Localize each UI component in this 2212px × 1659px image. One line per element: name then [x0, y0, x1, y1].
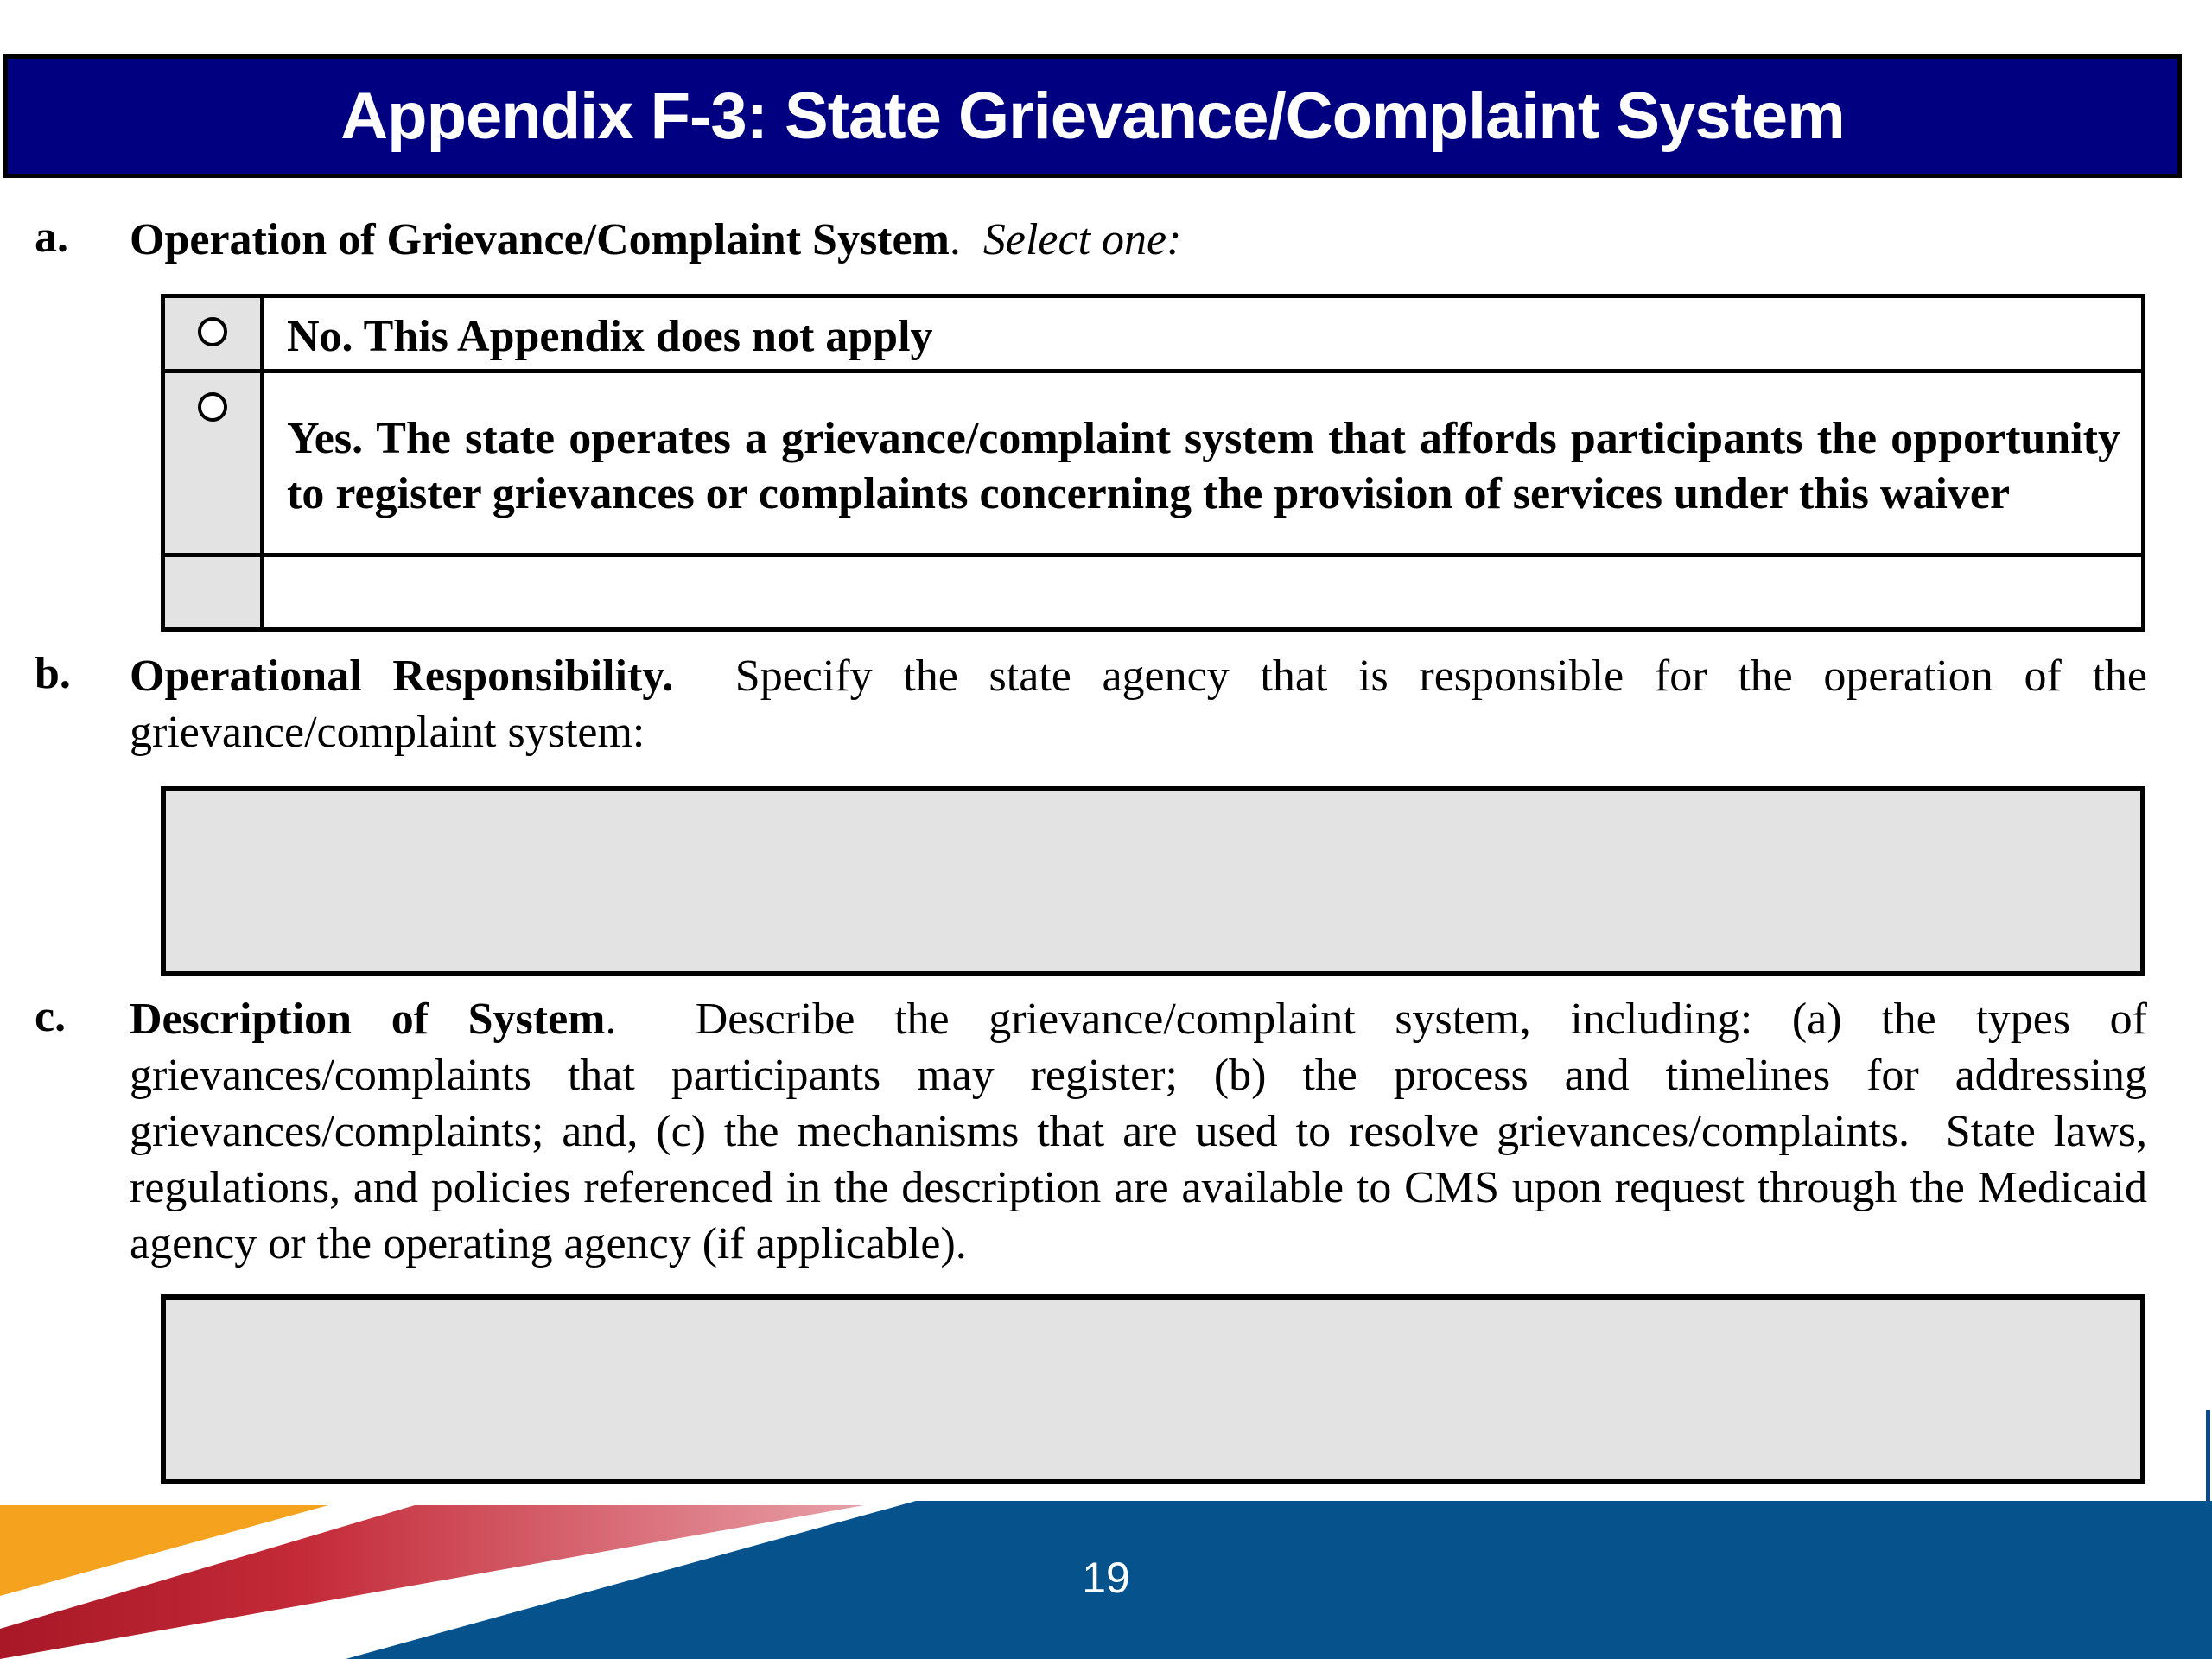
section-b-text	[130, 648, 2158, 760]
description-input-field[interactable]	[161, 1294, 2145, 1484]
empty-row	[163, 556, 2144, 630]
page-title: Appendix F-3: State Grievance/Complaint System	[3, 54, 2182, 178]
section-a-letter: a.	[35, 213, 68, 262]
section-a-text	[130, 212, 2147, 268]
section-c-text	[130, 991, 2159, 1272]
radio-cell[interactable]	[163, 372, 263, 556]
page-number: 19	[1082, 1554, 1130, 1602]
radio-cell[interactable]	[163, 296, 263, 372]
section-c-heading: Description of System	[130, 995, 606, 1044]
option-row[interactable]	[163, 372, 2144, 556]
section-b-heading: Operational Responsibility.	[130, 652, 674, 701]
section-a-heading: Operation of Grievance/Complaint System	[130, 215, 950, 264]
section-c-description: . Describe the grievance/complaint system, including: (a) the types of grievances/complaints that participants may register; (b) the process and timelines for addressing grievances/complaints; and, (c) the mechanisms that are used to resolve grievances/complaints. State laws, regulations, and policies referenced in the description are available to CMS upon request through the Medicaid agency or the operating agency (if applicable).	[130, 995, 2159, 1268]
radio-yes[interactable]	[198, 392, 227, 422]
option-no-label: No. This Appendix does not apply	[263, 296, 2144, 372]
empty-text-cell	[263, 556, 2144, 630]
option-yes-label: Yes. The state operates a grievance/complaint system that affords participants the opportunity to register grievances or complaints concerning the provision of services under this waiver	[263, 372, 2144, 556]
agency-input-field[interactable]	[161, 786, 2145, 976]
section-b-letter: b.	[35, 649, 71, 698]
option-row[interactable]	[163, 296, 2144, 372]
section-a-instruction: Select one:	[982, 215, 1182, 264]
section-a-separator: .	[949, 215, 983, 264]
section-c-letter: c.	[35, 992, 67, 1041]
options-table	[161, 294, 2145, 632]
section-b-description: Specify the state agency that is responsible for the operation of the grievance/complaint system:	[130, 652, 2158, 757]
radio-no[interactable]	[198, 317, 227, 346]
edge-line	[2206, 1410, 2210, 1505]
empty-radio-cell	[163, 556, 263, 630]
